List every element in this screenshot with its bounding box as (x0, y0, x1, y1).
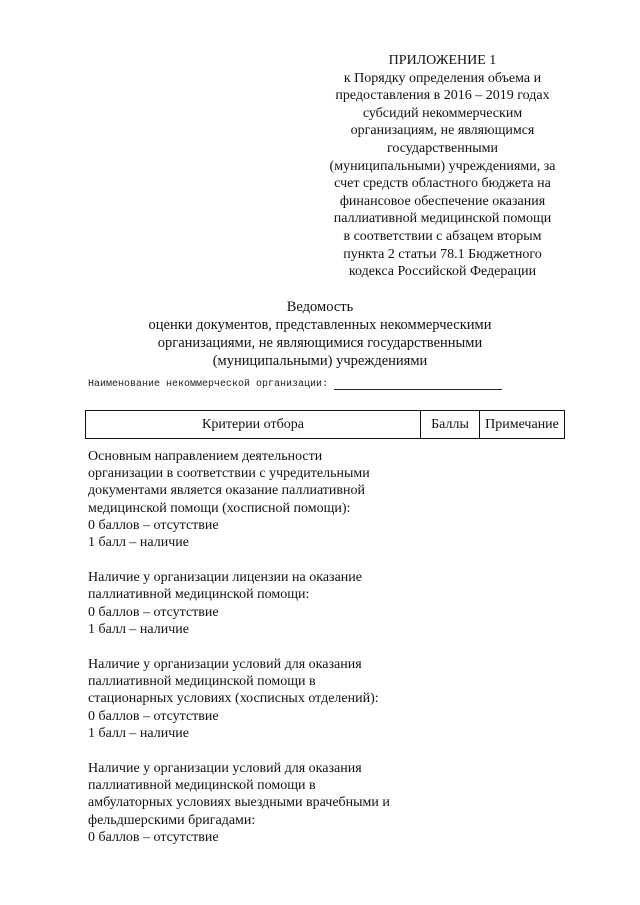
criterion-inpatient-conditions (88, 656, 428, 742)
document-title (110, 298, 530, 370)
criterion-outpatient-conditions (88, 760, 428, 846)
criterion-line: 0 баллов – отсутствие (88, 604, 219, 620)
criterion-line: 0 баллов – отсутствие (88, 708, 219, 724)
annex-line: (муниципальными) учреждениями, за (329, 158, 556, 174)
criterion-line: Наличие у организации условий для оказания (88, 657, 362, 673)
criteria-list (88, 448, 428, 864)
criterion-line: 1 балл – наличие (88, 621, 189, 637)
annex-line: ПРИЛОЖЕНИЕ 1 (388, 53, 497, 68)
annex-line: финансовое обеспечение оказания (339, 193, 546, 209)
annex-line: предоставления в 2016 – 2019 годах (335, 88, 550, 104)
criterion-line: фельдшерскими бригадами: (88, 812, 256, 828)
title-line: оценки документов, представленных некоммерческими (148, 317, 492, 333)
title-line: Ведомость (286, 299, 354, 315)
annex-line: счет средств областного бюджета на (334, 176, 551, 192)
criteria-table (85, 410, 565, 439)
criterion-line: Наличие у организации условий для оказания (88, 761, 362, 777)
column-header-criteria: Критерии отбора (86, 411, 421, 439)
criterion-line: документами является оказание паллиативной (88, 483, 366, 499)
criterion-main-activity (88, 448, 428, 551)
criterion-line: Наличие у организации лицензии на оказание (88, 570, 362, 586)
criterion-line: 1 балл – наличие (88, 725, 189, 741)
annex-line: организациям, не являющимся (350, 123, 535, 139)
criterion-line: паллиативной медицинской помощи в (88, 778, 316, 794)
organization-name-blank (334, 379, 502, 390)
criterion-line: стационарных условиях (хосписных отделений): (88, 691, 379, 707)
annex-line: к Порядку определения объема и (343, 70, 542, 86)
criterion-line: 0 баллов – отсутствие (88, 829, 219, 845)
annex-line: субсидий некоммерческим (362, 105, 523, 121)
annex-line: в соответствии с абзацем вторым (343, 228, 542, 244)
criterion-line: 1 балл – наличие (88, 535, 189, 551)
criterion-line: Основным направлением деятельности (88, 449, 323, 464)
annex-line: пункта 2 статьи 78.1 Бюджетного (343, 246, 542, 262)
column-header-points: Баллы (421, 411, 480, 439)
organization-name-field (88, 379, 502, 390)
organization-name-label: Наименование некоммерческой организации: (88, 379, 329, 390)
annex-header (300, 52, 585, 281)
criterion-line: 0 баллов – отсутствие (88, 517, 219, 533)
criterion-line: амбулаторных условиях выездными врачебными и (88, 795, 390, 811)
title-line: (муниципальными) учреждениями (212, 353, 428, 369)
criterion-line: организации в соответствии с учредительными (88, 466, 370, 482)
criterion-line: паллиативной медицинской помощи: (88, 587, 310, 603)
criterion-license (88, 569, 428, 638)
annex-line: паллиативной медицинской помощи (333, 211, 552, 227)
criterion-line: медицинской помощи (хосписной помощи): (88, 500, 351, 516)
criterion-line: паллиативной медицинской помощи в (88, 674, 316, 690)
column-header-note: Примечание (480, 411, 565, 439)
title-line: организациями, не являющимися государственными (157, 335, 483, 351)
annex-line: государственными (386, 140, 499, 156)
annex-line: кодекса Российской Федерации (348, 264, 537, 280)
table-header-row (86, 411, 565, 439)
